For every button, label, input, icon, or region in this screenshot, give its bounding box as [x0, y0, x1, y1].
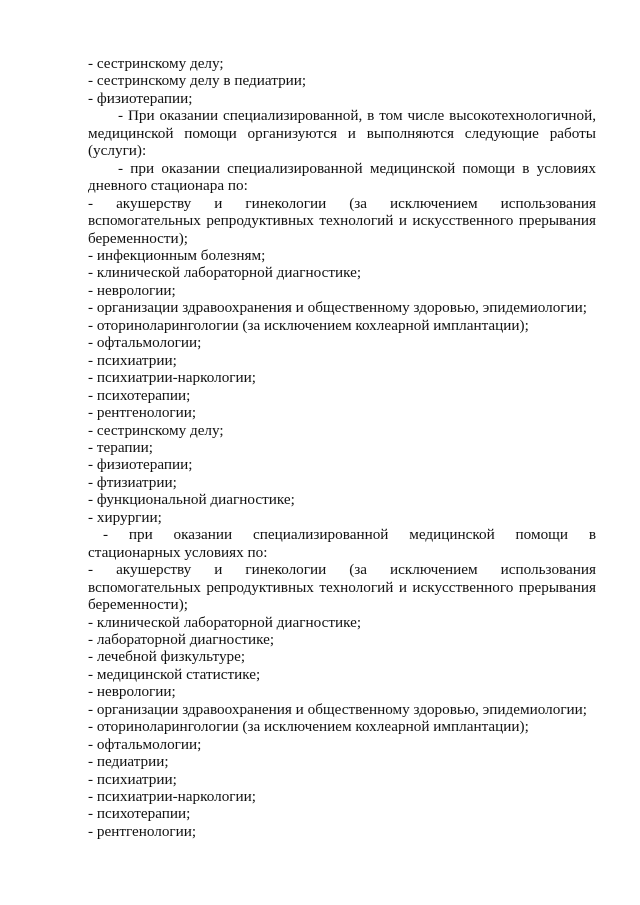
text-line: вспомогательных репродуктивных технологий и искусственного прерывания: [88, 212, 596, 230]
text-line: - сестринскому делу;: [88, 55, 224, 72]
text-line: - психотерапии;: [88, 805, 191, 823]
text-line: стационарных условиях по:: [88, 543, 268, 561]
text-line: - физиотерапии;: [88, 456, 193, 474]
text-line: - При оказании специализированной, в том числе высокотехнологичной,: [118, 107, 596, 125]
text-line: - психиатрии;: [88, 770, 177, 788]
text-line: - акушерству и гинекологии (за исключением использования: [88, 194, 596, 212]
text-line: - организации здравоохранения и общественному здоровью, эпидемиологии;: [88, 299, 588, 317]
text-line: - при оказании специализированной медицинской помощи в условиях: [118, 159, 596, 177]
text-line: (услуги):: [88, 142, 147, 160]
text-line: - хирургии;: [88, 508, 162, 526]
text-line: - клинической лабораторной диагностике;: [88, 613, 362, 631]
text-line: - рентгенологии;: [88, 404, 197, 422]
text-line: - функциональной диагностике;: [88, 491, 295, 509]
text-line: - акушерству и гинекологии (за исключением использования: [88, 561, 596, 579]
text-line: - лабораторной диагностике;: [88, 630, 275, 648]
text-line: - клинической лабораторной диагностике;: [88, 264, 362, 282]
text-line: дневного стационара по:: [88, 177, 248, 195]
text-line: беременности);: [88, 596, 188, 614]
text-line: беременности);: [88, 229, 188, 247]
text-line: - физиотерапии;: [88, 89, 193, 107]
text-line: - организации здравоохранения и общественному здоровью, эпидемиологии;: [88, 700, 588, 718]
text-line: - психиатрии;: [88, 351, 177, 369]
text-line: - лечебной физкультуре;: [88, 648, 246, 666]
text-line: - рентгенологии;: [88, 822, 197, 840]
text-line: - инфекционным болезням;: [88, 246, 266, 264]
text-line: - медицинской статистике;: [88, 665, 261, 683]
text-line: - педиатрии;: [88, 753, 169, 771]
text-line: - офтальмологии;: [88, 334, 202, 352]
text-line: - оториноларингологии (за исключением кохлеарной имплантации);: [88, 718, 529, 736]
text-line: - психотерапии;: [88, 386, 191, 404]
text-line: - сестринскому делу;: [88, 421, 224, 439]
text-line: - офтальмологии;: [88, 735, 202, 753]
text-line: - неврологии;: [88, 281, 176, 299]
text-line: - психиатрии-наркологии;: [88, 788, 256, 806]
text-line: - сестринскому делу в педиатрии;: [88, 72, 307, 90]
text-line: вспомогательных репродуктивных технологий и искусственного прерывания: [88, 578, 596, 596]
text-line: - при оказании специализированной медицинской помощи в: [103, 526, 596, 544]
text-line: - психиатрии-наркологии;: [88, 369, 256, 387]
text-line: - терапии;: [88, 438, 153, 456]
text-line: медицинской помощи организуются и выполняются следующие работы: [88, 124, 596, 142]
text-line: - оториноларингологии (за исключением кохлеарной имплантации);: [88, 316, 529, 334]
text-line: - неврологии;: [88, 683, 176, 701]
text-line: - фтизиатрии;: [88, 473, 177, 491]
